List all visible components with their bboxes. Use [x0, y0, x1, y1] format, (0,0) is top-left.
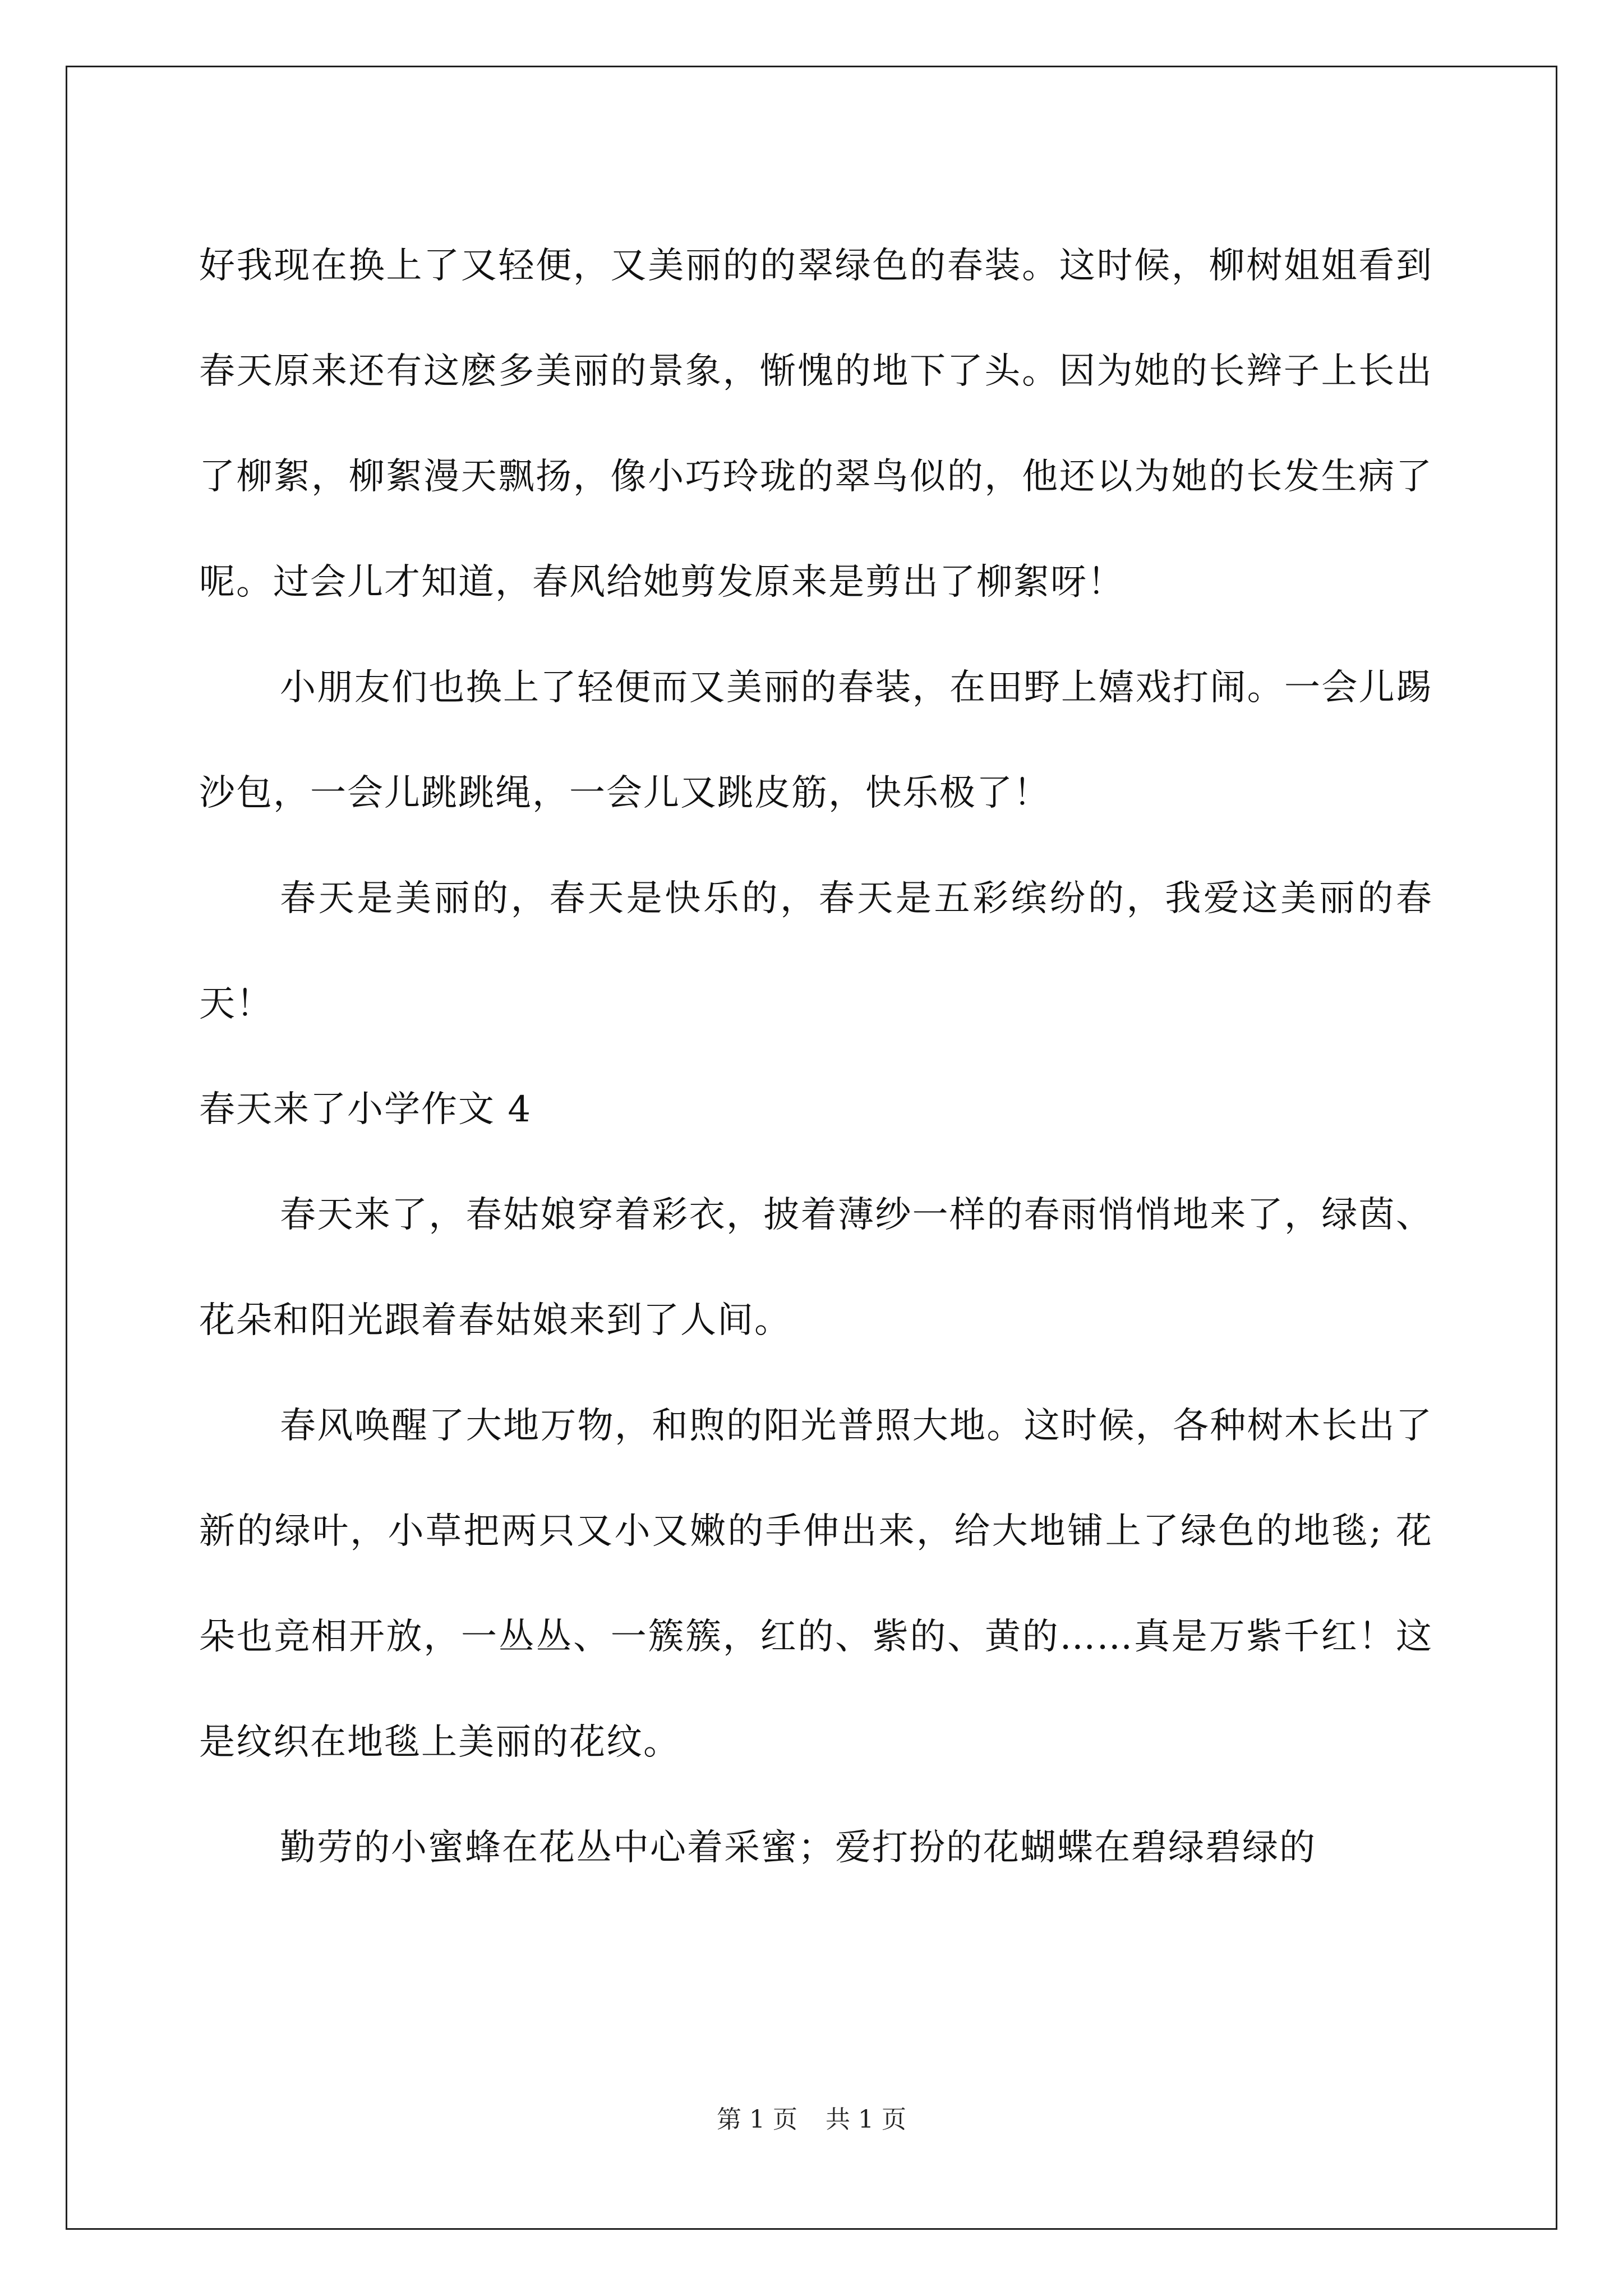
section-heading: 春天来了小学作文 4 — [199, 1089, 532, 1130]
page-total: 共 1 页 — [826, 2105, 906, 2134]
paragraph: 春风唤醒了大地万物，和煦的阳光普照大地。这时候，各种树木长出了新的绿叶，小草把两只又小又嫩的手伸出来，给大地铺上了绿色的地毯; 花朵也竞相开放，一丛丛、一簇簇，红的、紫的、黄的……真是万紫千红！这是纹织在地毯上美丽的花纹。 — [199, 1405, 1433, 1763]
paragraph: 春天是美丽的，春天是快乐的，春天是五彩缤纷的，我爱这美丽的春天！ — [199, 878, 1433, 1025]
paragraph: 勤劳的小蜜蜂在花丛中心着采蜜；爱打扮的花蝴蝶在碧绿碧绿的 — [280, 1827, 1316, 1869]
paragraph: 春天来了，春姑娘穿着彩衣，披着薄纱一样的春雨悄悄地来了，绿茵、花朵和阳光跟着春姑娘来到了人间。 — [199, 1194, 1433, 1341]
page-number: 第 1 页 — [717, 2105, 797, 2134]
page-footer — [0, 2099, 1623, 2135]
document-body — [199, 213, 1433, 1901]
paragraph: 好我现在换上了又轻便，又美丽的的翠绿色的春装。这时候，柳树姐姐看到春天原来还有这麽多美丽的景象，惭愧的地下了头。因为她的长辫子上长出了柳絮，柳絮漫天飘扬，像小巧玲珑的翠鸟似的，他还以为她的长发生病了呢。过会儿才知道，春风给她剪发原来是剪出了柳絮呀！ — [199, 245, 1433, 603]
paragraph: 小朋友们也换上了轻便而又美丽的春装，在田野上嬉戏打闹。一会儿踢沙包，一会儿跳跳绳，一会儿又跳皮筋，快乐极了！ — [199, 667, 1433, 814]
